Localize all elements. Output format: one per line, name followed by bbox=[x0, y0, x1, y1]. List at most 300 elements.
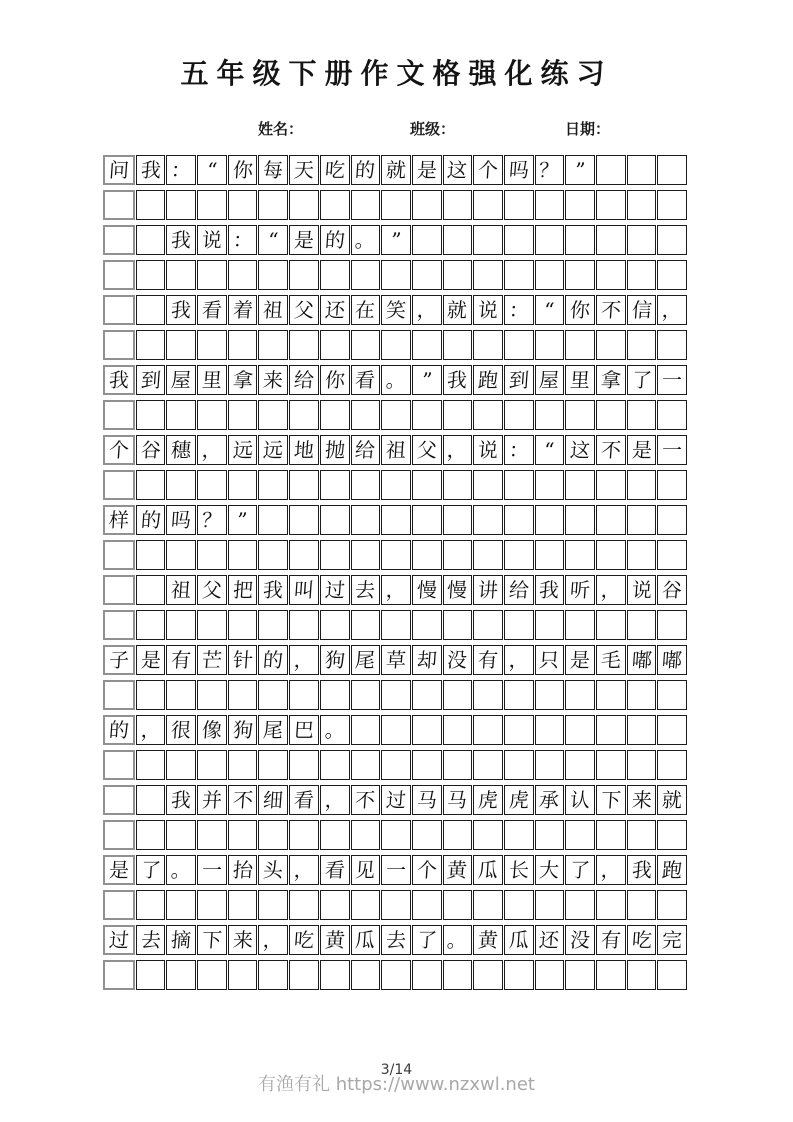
grid-cell bbox=[657, 435, 687, 465]
grid-cell bbox=[103, 785, 135, 815]
handwritten-character: 祖 bbox=[385, 438, 407, 462]
grid-cell bbox=[657, 470, 687, 500]
grid-cell bbox=[473, 540, 503, 570]
grid-cell bbox=[351, 540, 381, 570]
grid-cell bbox=[657, 225, 687, 255]
grid-cell bbox=[166, 435, 196, 465]
grid-cell bbox=[289, 715, 319, 745]
handwritten-character: 不 bbox=[354, 788, 377, 812]
page-footer bbox=[0, 1058, 793, 1108]
handwritten-character: 远 bbox=[231, 438, 254, 462]
grid-cell bbox=[197, 925, 227, 955]
grid-cell bbox=[381, 400, 411, 430]
handwritten-character: 来 bbox=[231, 928, 254, 952]
grid-cell bbox=[412, 155, 442, 185]
grid-cell bbox=[412, 820, 442, 850]
grid-cell bbox=[351, 155, 381, 185]
grid-row bbox=[103, 750, 687, 780]
grid-cell bbox=[657, 540, 687, 570]
grid-cell bbox=[103, 540, 135, 570]
grid-cell bbox=[443, 680, 473, 710]
grid-cell bbox=[473, 190, 503, 220]
grid-cell bbox=[381, 960, 411, 990]
handwritten-character: 草 bbox=[385, 648, 407, 672]
handwritten-character: 黄 bbox=[323, 928, 346, 952]
grid-row bbox=[103, 645, 687, 675]
grid-cell bbox=[504, 505, 534, 535]
grid-cell bbox=[289, 225, 319, 255]
grid-row bbox=[103, 365, 687, 395]
handwritten-character: 着 bbox=[231, 298, 254, 322]
grid-cell bbox=[258, 575, 288, 605]
grid-cell bbox=[258, 610, 288, 640]
grid-cell bbox=[228, 750, 258, 780]
grid-cell bbox=[565, 890, 595, 920]
grid-cell bbox=[412, 785, 442, 815]
grid-cell bbox=[351, 785, 381, 815]
grid-cell bbox=[320, 610, 350, 640]
handwritten-character: 我 bbox=[630, 858, 653, 882]
handwritten-character: 有 bbox=[477, 648, 499, 672]
grid-cell bbox=[473, 855, 503, 885]
grid-cell bbox=[197, 715, 227, 745]
grid-cell bbox=[320, 820, 350, 850]
handwritten-character: 下 bbox=[600, 788, 622, 812]
grid-cell bbox=[228, 645, 258, 675]
handwritten-character: 的 bbox=[262, 648, 285, 672]
grid-row bbox=[103, 400, 687, 430]
handwritten-character: 我 bbox=[538, 578, 561, 602]
handwritten-character: 地 bbox=[293, 438, 315, 462]
grid-cell bbox=[197, 225, 227, 255]
grid-cell bbox=[627, 190, 657, 220]
grid-cell bbox=[289, 470, 319, 500]
handwritten-character: 个 bbox=[108, 438, 130, 462]
grid-cell bbox=[627, 505, 657, 535]
grid-cell bbox=[103, 505, 135, 535]
grid-cell bbox=[289, 855, 319, 885]
grid-cell bbox=[412, 190, 442, 220]
grid-cell bbox=[565, 715, 595, 745]
handwritten-character: 我 bbox=[108, 368, 130, 392]
handwritten-character: 到 bbox=[139, 368, 162, 392]
grid-cell bbox=[412, 260, 442, 290]
grid-cell bbox=[627, 400, 657, 430]
grid-cell bbox=[166, 505, 196, 535]
grid-cell bbox=[627, 365, 657, 395]
handwritten-character: 没 bbox=[446, 648, 469, 672]
grid-cell bbox=[473, 680, 503, 710]
grid-cell bbox=[136, 225, 166, 255]
grid-cell bbox=[289, 540, 319, 570]
grid-cell bbox=[289, 295, 319, 325]
grid-cell bbox=[136, 750, 166, 780]
grid-cell bbox=[443, 365, 473, 395]
handwritten-character: ” bbox=[390, 228, 402, 252]
grid-cell bbox=[412, 890, 442, 920]
grid-cell bbox=[103, 295, 135, 325]
grid-cell bbox=[565, 155, 595, 185]
grid-cell bbox=[443, 855, 473, 885]
grid-row bbox=[103, 155, 687, 185]
grid-cell bbox=[535, 575, 565, 605]
grid-cell bbox=[103, 750, 135, 780]
grid-cell bbox=[228, 155, 258, 185]
handwritten-character: 把 bbox=[231, 578, 254, 602]
grid-cell bbox=[657, 260, 687, 290]
handwritten-character: 是 bbox=[108, 858, 130, 882]
composition-grid bbox=[103, 155, 687, 995]
grid-cell bbox=[197, 365, 227, 395]
handwritten-character: 瓜 bbox=[507, 928, 530, 952]
handwritten-character: 是 bbox=[630, 438, 653, 462]
grid-cell bbox=[473, 610, 503, 640]
grid-cell bbox=[289, 505, 319, 535]
grid-cell bbox=[627, 610, 657, 640]
grid-cell bbox=[565, 400, 595, 430]
grid-cell bbox=[258, 190, 288, 220]
grid-cell bbox=[197, 750, 227, 780]
handwritten-character: 摘 bbox=[170, 928, 193, 952]
grid-row bbox=[103, 190, 687, 220]
grid-cell bbox=[443, 330, 473, 360]
grid-cell bbox=[320, 435, 350, 465]
grid-cell bbox=[197, 890, 227, 920]
grid-cell bbox=[381, 680, 411, 710]
grid-cell bbox=[258, 540, 288, 570]
handwritten-character: 我 bbox=[170, 298, 193, 322]
grid-cell bbox=[565, 855, 595, 885]
grid-cell bbox=[504, 435, 534, 465]
grid-row bbox=[103, 330, 687, 360]
handwritten-character: 有 bbox=[170, 648, 193, 672]
grid-cell bbox=[504, 645, 534, 675]
handwritten-character: 一 bbox=[201, 858, 223, 882]
grid-cell bbox=[627, 645, 657, 675]
grid-cell bbox=[258, 750, 288, 780]
handwritten-character: 说 bbox=[201, 228, 223, 252]
handwritten-character: 去 bbox=[354, 578, 377, 602]
grid-cell bbox=[197, 540, 227, 570]
grid-cell bbox=[103, 715, 135, 745]
grid-cell bbox=[657, 155, 687, 185]
handwritten-character: ， bbox=[139, 718, 162, 742]
handwritten-character: “ bbox=[205, 158, 218, 182]
grid-cell bbox=[627, 960, 657, 990]
grid-cell bbox=[228, 540, 258, 570]
grid-cell bbox=[473, 645, 503, 675]
grid-cell bbox=[657, 505, 687, 535]
handwritten-character: 给 bbox=[293, 368, 315, 392]
handwritten-character: 你 bbox=[569, 298, 591, 322]
grid-cell bbox=[136, 575, 166, 605]
grid-cell bbox=[351, 295, 381, 325]
grid-cell bbox=[258, 820, 288, 850]
grid-cell bbox=[197, 855, 227, 885]
handwritten-character: 吃 bbox=[323, 158, 346, 182]
handwritten-character: 瓜 bbox=[354, 928, 377, 952]
grid-cell bbox=[535, 820, 565, 850]
grid-cell bbox=[258, 680, 288, 710]
grid-row bbox=[103, 715, 687, 745]
grid-cell bbox=[535, 680, 565, 710]
grid-cell bbox=[443, 715, 473, 745]
grid-cell bbox=[166, 365, 196, 395]
handwritten-character: 一 bbox=[661, 438, 684, 462]
handwritten-character: 个 bbox=[415, 858, 438, 882]
grid-cell bbox=[320, 400, 350, 430]
handwritten-character: 有 bbox=[600, 928, 622, 952]
grid-cell bbox=[166, 330, 196, 360]
grid-cell bbox=[565, 610, 595, 640]
handwritten-character: ， bbox=[661, 298, 684, 322]
grid-cell bbox=[289, 960, 319, 990]
handwritten-character: 天 bbox=[293, 158, 315, 182]
grid-cell bbox=[657, 400, 687, 430]
grid-cell bbox=[166, 470, 196, 500]
handwritten-character: 狗 bbox=[323, 648, 346, 672]
grid-cell bbox=[381, 540, 411, 570]
grid-cell bbox=[103, 225, 135, 255]
grid-cell bbox=[289, 785, 319, 815]
grid-cell bbox=[443, 155, 473, 185]
grid-cell bbox=[166, 260, 196, 290]
grid-cell bbox=[103, 645, 135, 675]
handwritten-character: 给 bbox=[507, 578, 530, 602]
grid-cell bbox=[258, 365, 288, 395]
grid-cell bbox=[596, 960, 626, 990]
grid-cell bbox=[103, 155, 135, 185]
grid-row bbox=[103, 925, 687, 955]
grid-cell bbox=[197, 400, 227, 430]
grid-cell bbox=[103, 260, 135, 290]
grid-cell bbox=[258, 260, 288, 290]
handwritten-character: 就 bbox=[661, 788, 684, 812]
grid-cell bbox=[228, 925, 258, 955]
grid-cell bbox=[627, 750, 657, 780]
grid-cell bbox=[289, 820, 319, 850]
grid-cell bbox=[443, 505, 473, 535]
handwritten-character: 就 bbox=[385, 158, 407, 182]
grid-cell bbox=[473, 400, 503, 430]
handwritten-character: 慢 bbox=[446, 578, 469, 602]
grid-row bbox=[103, 505, 687, 535]
grid-cell bbox=[258, 435, 288, 465]
handwritten-character: 尾 bbox=[354, 648, 377, 672]
handwritten-character: 来 bbox=[630, 788, 653, 812]
grid-cell bbox=[166, 225, 196, 255]
grid-cell bbox=[412, 295, 442, 325]
grid-cell bbox=[166, 680, 196, 710]
grid-cell bbox=[535, 365, 565, 395]
grid-cell bbox=[627, 925, 657, 955]
grid-cell bbox=[258, 715, 288, 745]
grid-cell bbox=[473, 435, 503, 465]
handwritten-character: 大 bbox=[538, 858, 561, 882]
handwritten-character: 听 bbox=[569, 578, 591, 602]
handwritten-character: 屋 bbox=[538, 368, 561, 392]
handwritten-character: 马 bbox=[415, 788, 438, 812]
grid-row bbox=[103, 295, 687, 325]
grid-cell bbox=[657, 330, 687, 360]
grid-cell bbox=[443, 750, 473, 780]
grid-cell bbox=[197, 260, 227, 290]
grid-cell bbox=[443, 435, 473, 465]
grid-cell bbox=[412, 505, 442, 535]
grid-cell bbox=[381, 925, 411, 955]
grid-cell bbox=[258, 470, 288, 500]
handwritten-character: 里 bbox=[201, 368, 223, 392]
grid-cell bbox=[657, 890, 687, 920]
handwritten-character: 我 bbox=[262, 578, 285, 602]
handwritten-character: 是 bbox=[569, 648, 591, 672]
grid-cell bbox=[166, 855, 196, 885]
grid-cell bbox=[289, 435, 319, 465]
grid-cell bbox=[627, 715, 657, 745]
grid-cell bbox=[351, 610, 381, 640]
grid-cell bbox=[381, 225, 411, 255]
handwritten-character: ： bbox=[231, 228, 254, 252]
grid-cell bbox=[504, 400, 534, 430]
handwritten-character: 抬 bbox=[231, 858, 254, 882]
grid-cell bbox=[258, 295, 288, 325]
grid-cell bbox=[166, 925, 196, 955]
handwritten-character: 认 bbox=[569, 788, 591, 812]
grid-row bbox=[103, 575, 687, 605]
handwritten-character: 针 bbox=[231, 648, 254, 672]
grid-cell bbox=[473, 365, 503, 395]
handwritten-character: 给 bbox=[354, 438, 377, 462]
handwritten-character: 头 bbox=[262, 858, 285, 882]
handwritten-character: 穗 bbox=[170, 438, 193, 462]
handwritten-character: 子 bbox=[108, 648, 130, 672]
handwritten-character: 样 bbox=[108, 508, 130, 532]
grid-cell bbox=[596, 470, 626, 500]
grid-cell bbox=[596, 295, 626, 325]
handwritten-character: 巴 bbox=[293, 718, 315, 742]
handwritten-character: 去 bbox=[385, 928, 407, 952]
handwritten-character: 。 bbox=[446, 928, 469, 952]
grid-cell bbox=[657, 750, 687, 780]
grid-cell bbox=[596, 435, 626, 465]
grid-cell bbox=[657, 715, 687, 745]
grid-cell bbox=[351, 750, 381, 780]
grid-cell bbox=[535, 505, 565, 535]
handwritten-character: “ bbox=[543, 438, 556, 462]
grid-cell bbox=[381, 295, 411, 325]
handwritten-character: 父 bbox=[201, 578, 223, 602]
grid-cell bbox=[565, 330, 595, 360]
handwritten-character: 这 bbox=[446, 158, 469, 182]
grid-cell bbox=[412, 645, 442, 675]
handwritten-character: ， bbox=[600, 858, 622, 882]
grid-cell bbox=[351, 330, 381, 360]
grid-cell bbox=[565, 365, 595, 395]
grid-cell bbox=[565, 540, 595, 570]
handwritten-character: 。 bbox=[354, 228, 377, 252]
grid-cell bbox=[565, 680, 595, 710]
grid-cell bbox=[565, 470, 595, 500]
grid-cell bbox=[197, 680, 227, 710]
grid-cell bbox=[565, 260, 595, 290]
grid-cell bbox=[535, 225, 565, 255]
grid-cell bbox=[627, 575, 657, 605]
grid-cell bbox=[320, 680, 350, 710]
grid-cell bbox=[228, 680, 258, 710]
grid-cell bbox=[443, 610, 473, 640]
handwritten-character: 一 bbox=[385, 858, 407, 882]
handwritten-character: 只 bbox=[538, 648, 561, 672]
grid-cell bbox=[381, 190, 411, 220]
grid-cell bbox=[596, 645, 626, 675]
grid-cell bbox=[412, 610, 442, 640]
grid-cell bbox=[166, 575, 196, 605]
grid-cell bbox=[197, 470, 227, 500]
date-field-label: 日期： bbox=[565, 120, 611, 138]
grid-cell bbox=[504, 820, 534, 850]
grid-cell bbox=[103, 470, 135, 500]
grid-cell bbox=[166, 610, 196, 640]
grid-cell bbox=[504, 155, 534, 185]
grid-cell bbox=[289, 260, 319, 290]
grid-cell bbox=[412, 365, 442, 395]
grid-cell bbox=[565, 750, 595, 780]
grid-cell bbox=[289, 330, 319, 360]
grid-cell bbox=[596, 400, 626, 430]
grid-cell bbox=[473, 295, 503, 325]
grid-cell bbox=[381, 470, 411, 500]
grid-cell bbox=[258, 925, 288, 955]
name-field-label: 姓名： bbox=[258, 120, 304, 138]
grid-row bbox=[103, 890, 687, 920]
handwritten-character: 不 bbox=[600, 298, 622, 322]
grid-cell bbox=[504, 785, 534, 815]
grid-cell bbox=[412, 470, 442, 500]
grid-cell bbox=[351, 890, 381, 920]
handwritten-character: ， bbox=[507, 648, 530, 672]
grid-cell bbox=[627, 890, 657, 920]
handwritten-character: 过 bbox=[385, 788, 407, 812]
grid-cell bbox=[535, 610, 565, 640]
grid-cell bbox=[473, 330, 503, 360]
grid-cell bbox=[473, 505, 503, 535]
grid-cell bbox=[535, 540, 565, 570]
grid-cell bbox=[136, 330, 166, 360]
handwritten-character: 你 bbox=[231, 158, 254, 182]
grid-cell bbox=[258, 225, 288, 255]
grid-cell bbox=[627, 155, 657, 185]
handwritten-character: 完 bbox=[661, 928, 684, 952]
grid-cell bbox=[103, 190, 135, 220]
handwritten-character: 的 bbox=[108, 718, 130, 742]
handwritten-character: ： bbox=[170, 158, 193, 182]
handwritten-character: 黄 bbox=[477, 928, 499, 952]
grid-cell bbox=[473, 785, 503, 815]
grid-cell bbox=[657, 295, 687, 325]
grid-cell bbox=[197, 190, 227, 220]
grid-cell bbox=[657, 575, 687, 605]
grid-cell bbox=[166, 820, 196, 850]
grid-cell bbox=[103, 610, 135, 640]
grid-cell bbox=[320, 155, 350, 185]
grid-cell bbox=[657, 190, 687, 220]
grid-cell bbox=[136, 960, 166, 990]
handwritten-character: 父 bbox=[415, 438, 438, 462]
grid-cell bbox=[412, 435, 442, 465]
handwritten-character: 毛 bbox=[600, 648, 622, 672]
grid-cell bbox=[228, 470, 258, 500]
grid-cell bbox=[197, 645, 227, 675]
